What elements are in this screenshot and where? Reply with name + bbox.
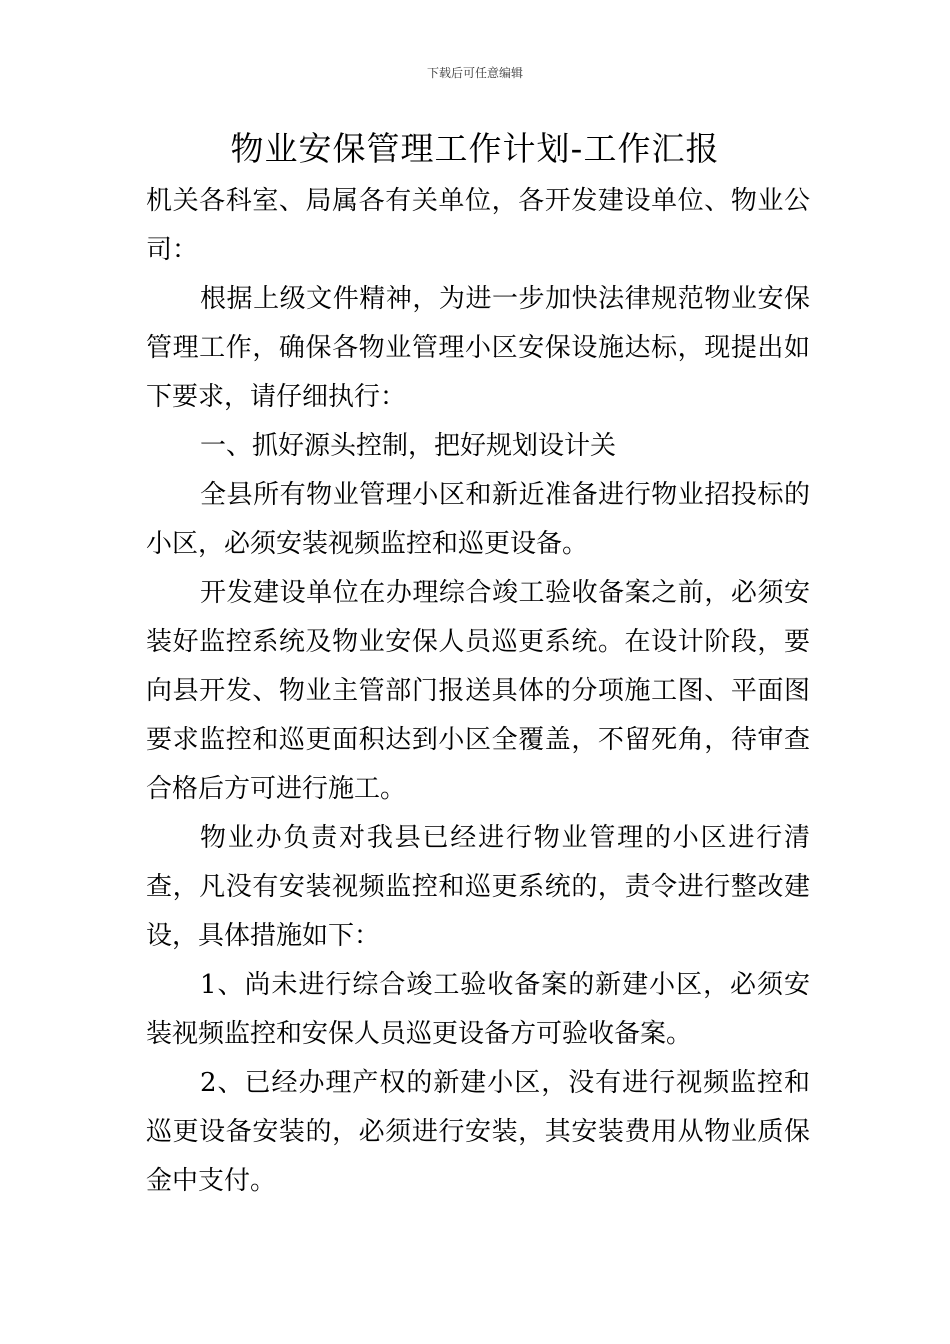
document-title: 物业安保管理工作计划-工作汇报 [230,129,720,168]
paragraph-measure-2: 2、已经办理产权的新建小区，没有进行视频监控和巡更设备安装的，必须进行安装，其安装费用从物业质保金中支付。 [146,1068,810,1196]
paragraph-inspection: 物业办负责对我县已经进行物业管理的小区进行清查，凡没有安装视频监控和巡更系统的，责令进行整改建设，具体措施如下： [146,823,810,951]
paragraph-addressees: 机关各科室、局属各有关单位，各开发建设单位、物业公司： [146,186,810,265]
paragraph-requirement: 全县所有物业管理小区和新近准备进行物业招投标的小区，必须安装视频监控和巡更设备。 [146,480,810,559]
document-body [146,177,810,1206]
header-note: 下载后可任意编辑 [426,66,523,80]
paragraph-developer-duty: 开发建设单位在办理综合竣工验收备案之前，必须安装好监控系统及物业安保人员巡更系统。在设计阶段，要向县开发、物业主管部门报送具体的分项施工图、平面图要求监控和巡更面积达到小区全覆盖，不留死角，待审查合格后方可进行施工。 [146,578,810,804]
paragraph-measure-1: 1、尚未进行综合竣工验收备案的新建小区，必须安装视频监控和安保人员巡更设备方可验收备案。 [146,970,810,1049]
paragraph-intro: 根据上级文件精神，为进一步加快法律规范物业安保管理工作，确保各物业管理小区安保设施达标，现提出如下要求，请仔细执行： [146,284,810,412]
section-heading-1: 一、抓好源头控制，把好规划设计关 [200,431,617,461]
